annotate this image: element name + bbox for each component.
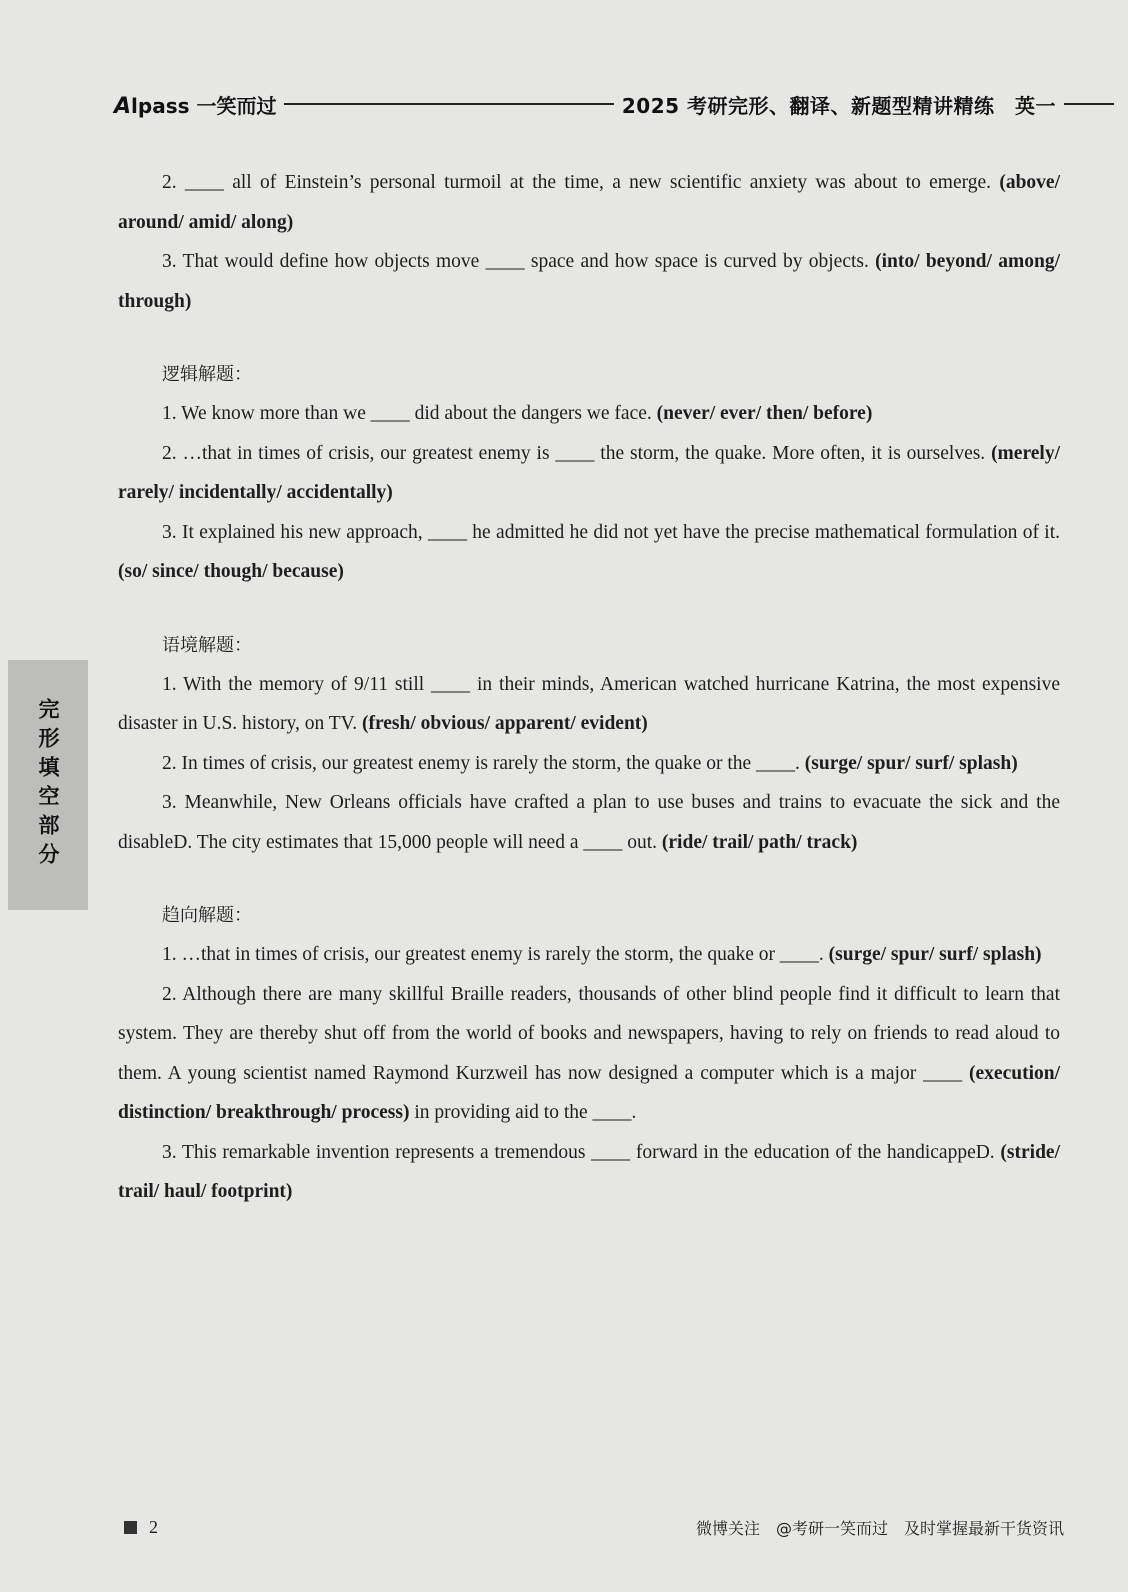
exercise-item xyxy=(118,513,1060,592)
section-heading: 趋向解题： xyxy=(162,905,252,926)
item-text: 1. We know more than we ____ did about the dangers we face. xyxy=(162,403,657,424)
item-text: 1. With the memory of 9/11 still ____ in their minds, American watched hurricane Katrina, the most expensive disaster in U.S. history, on TV. xyxy=(118,673,1060,734)
exercise-item xyxy=(118,935,1060,975)
brand-logo-text: lpass 一笑而过 xyxy=(131,93,277,118)
item-text: 2. In times of crisis, our greatest enemy is rarely the storm, the quake or the ____. xyxy=(162,752,805,774)
exercise-item xyxy=(118,434,1060,513)
item-text: 3. It explained his new approach, ____ he admitted he did not yet have the precise mathematical formulation of it. xyxy=(162,521,1060,543)
brand-logo-initial: A xyxy=(114,93,132,119)
item-options: (so/ since/ though/ because) xyxy=(118,561,344,582)
item-options: (stride/ trail/ haul/ footprint) xyxy=(118,1141,1060,1202)
page-header xyxy=(114,88,1114,120)
exercise-item xyxy=(118,1133,1060,1212)
page-number: 2 xyxy=(149,1516,158,1537)
item-options: (surge/ spur/ surf/ splash) xyxy=(828,944,1042,965)
item-options: (into/ beyond/ among/ through) xyxy=(118,251,1060,312)
page-footer xyxy=(124,1512,1064,1542)
main-content xyxy=(118,163,1060,1212)
exercise-item xyxy=(118,665,1060,744)
item-text: 2. …that in times of crisis, our greatest enemy is ____ the storm, the quake. More often, it is ourselves. xyxy=(162,442,992,464)
item-options: (merely/ rarely/ incidentally/ accidentally) xyxy=(118,442,1060,503)
item-text: 3. That would define how objects move ____ space and how space is curved by objects. xyxy=(162,251,876,272)
brand-logo xyxy=(114,90,276,119)
side-tab xyxy=(8,660,88,910)
item-options: (above/ around/ amid/ along) xyxy=(118,172,1060,233)
section-gap xyxy=(118,862,1060,896)
page-number-block xyxy=(124,1517,158,1538)
item-text: 2. Although there are many skillful Braille readers, thousands of other blind people find it difficult to learn that system. They are thereby shut off from the world of books and newspapers, having to rely on friends to read aloud to them. A young scientist named Raymond Kurzweil has now designed a computer which is a major ____ xyxy=(118,983,1060,1084)
header-rule-tail xyxy=(1064,103,1114,105)
item-options: (surge/ spur/ surf/ splash) xyxy=(804,752,1018,774)
section-heading: 语境解题： xyxy=(162,634,252,656)
section-heading: 逻辑解题： xyxy=(162,364,252,385)
section-gap xyxy=(118,592,1060,626)
section-gap xyxy=(118,321,1060,355)
exercise-item xyxy=(118,163,1060,242)
book-title: 2025 考研完形、翻译、新题型精讲精练 英一 xyxy=(621,93,1056,118)
footer-note: 微博关注 @考研一笑而过 及时掌握最新干货资讯 xyxy=(695,1518,1064,1538)
item-text: 3. This remarkable invention represents a tremendous ____ forward in the education of the handicappeD. xyxy=(162,1141,1001,1163)
side-tab-label: 完形填空部分 xyxy=(36,698,60,872)
item-text: 2. ____ all of Einstein’s personal turmoil at the time, a new scientific anxiety was about to emerge. xyxy=(162,172,1000,193)
item-options: (fresh/ obvious/ apparent/ evident) xyxy=(361,713,648,734)
exercise-item xyxy=(118,744,1060,784)
exercise-item xyxy=(118,783,1060,862)
item-text-after: in providing aid to the ____. xyxy=(409,1102,637,1123)
exercise-item xyxy=(118,975,1060,1133)
item-options: (ride/ trail/ path/ track) xyxy=(661,831,858,853)
header-rule xyxy=(284,103,613,105)
square-bullet-icon xyxy=(124,1521,137,1534)
item-text: 1. …that in times of crisis, our greatest enemy is rarely the storm, the quake or ____. xyxy=(162,944,829,965)
exercise-item xyxy=(118,242,1060,321)
exercise-item xyxy=(118,394,1060,434)
item-text: 3. Meanwhile, New Orleans officials have crafted a plan to use buses and trains to evacuate the sick and the disableD. The city estimates that 15,000 people will need a ____ out. xyxy=(118,792,1060,853)
item-options: (never/ ever/ then/ before) xyxy=(656,403,873,424)
item-options: (execution/ distinction/ breakthrough/ process) xyxy=(118,1062,1060,1123)
